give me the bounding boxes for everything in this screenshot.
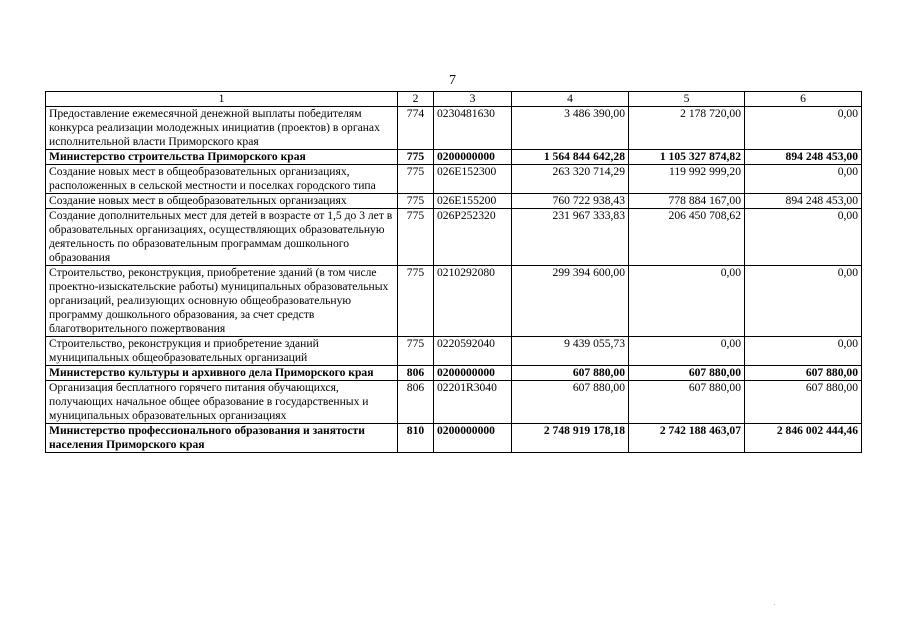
amount-col5-cell: 2 742 188 463,07 xyxy=(629,424,745,453)
column-header-4: 4 xyxy=(512,92,629,107)
grbs-code-cell: 775 xyxy=(398,165,434,194)
column-header-3: 3 xyxy=(434,92,512,107)
target-article-cell: 026E155200 xyxy=(434,194,512,209)
table-row xyxy=(46,381,862,424)
ministry-row xyxy=(46,366,862,381)
amount-col4-cell: 1 564 844 642,28 xyxy=(512,150,629,165)
column-header-5: 5 xyxy=(629,92,745,107)
amount-col5-cell: 119 992 999,20 xyxy=(629,165,745,194)
amount-col5-cell: 778 884 167,00 xyxy=(629,194,745,209)
ministry-row xyxy=(46,424,862,453)
column-header-6: 6 xyxy=(745,92,862,107)
amount-col4-cell: 263 320 714,29 xyxy=(512,165,629,194)
amount-col4-cell: 299 394 600,00 xyxy=(512,266,629,337)
amount-col5-cell: 2 178 720,00 xyxy=(629,107,745,150)
row-name-cell: Предоставление ежемесячной денежной выплаты победителям конкурса реализации молодежных инициатив (проектов) в органах исполнительной власти Приморского края xyxy=(46,107,398,150)
target-article-cell: 026P252320 xyxy=(434,209,512,266)
target-article-cell: 0200000000 xyxy=(434,424,512,453)
row-name-cell: Строительство, реконструкция, приобретение зданий (в том числе проектно-изыскательские работы) муниципальных образовательных организаций, реализующих основную общеобразовательную программу дошкольного образования, за счет средств благотворительного пожертвования xyxy=(46,266,398,337)
row-name-cell: Строительство, реконструкция и приобретение зданий муниципальных общеобразовательных организаций xyxy=(46,337,398,366)
column-header-1: 1 xyxy=(46,92,398,107)
grbs-code-cell: 775 xyxy=(398,209,434,266)
row-name-cell: Министерство строительства Приморского края xyxy=(46,150,398,165)
grbs-code-cell: 775 xyxy=(398,337,434,366)
amount-col6-cell: 894 248 453,00 xyxy=(745,150,862,165)
row-name-cell: Министерство профессионального образования и занятости населения Приморского края xyxy=(46,424,398,453)
amount-col6-cell: 0,00 xyxy=(745,165,862,194)
amount-col5-cell: 0,00 xyxy=(629,266,745,337)
table-row xyxy=(46,107,862,150)
amount-col5-cell: 206 450 708,62 xyxy=(629,209,745,266)
amount-col4-cell: 231 967 333,83 xyxy=(512,209,629,266)
amount-col4-cell: 607 880,00 xyxy=(512,366,629,381)
grbs-code-cell: 775 xyxy=(398,266,434,337)
column-number-row xyxy=(46,92,862,107)
amount-col5-cell: 607 880,00 xyxy=(629,381,745,424)
amount-col6-cell: 607 880,00 xyxy=(745,366,862,381)
amount-col6-cell: 0,00 xyxy=(745,209,862,266)
amount-col6-cell: 2 846 002 444,46 xyxy=(745,424,862,453)
target-article-cell: 0210292080 xyxy=(434,266,512,337)
target-article-cell: 0220592040 xyxy=(434,337,512,366)
page-number: 7 xyxy=(449,73,456,88)
amount-col6-cell: 0,00 xyxy=(745,337,862,366)
grbs-code-cell: 810 xyxy=(398,424,434,453)
scan-speck xyxy=(774,604,775,605)
grbs-code-cell: 775 xyxy=(398,150,434,165)
amount-col4-cell: 607 880,00 xyxy=(512,381,629,424)
table-row xyxy=(46,165,862,194)
amount-col6-cell: 0,00 xyxy=(745,266,862,337)
amount-col4-cell: 9 439 055,73 xyxy=(512,337,629,366)
budget-table xyxy=(45,91,862,453)
amount-col6-cell: 894 248 453,00 xyxy=(745,194,862,209)
grbs-code-cell: 774 xyxy=(398,107,434,150)
amount-col5-cell: 0,00 xyxy=(629,337,745,366)
ministry-row xyxy=(46,150,862,165)
amount-col6-cell: 0,00 xyxy=(745,107,862,150)
table-row xyxy=(46,194,862,209)
grbs-code-cell: 775 xyxy=(398,194,434,209)
table-row xyxy=(46,266,862,337)
amount-col5-cell: 1 105 327 874,82 xyxy=(629,150,745,165)
target-article-cell: 0230481630 xyxy=(434,107,512,150)
row-name-cell: Создание новых мест в общеобразовательных организациях, расположенных в сельской местности и поселках городского типа xyxy=(46,165,398,194)
amount-col4-cell: 760 722 938,43 xyxy=(512,194,629,209)
row-name-cell: Создание дополнительных мест для детей в возрасте от 1,5 до 3 лет в образовательных организациях, осуществляющих образовательную деятельность по образовательным программам дошкольного образования xyxy=(46,209,398,266)
amount-col6-cell: 607 880,00 xyxy=(745,381,862,424)
table-body xyxy=(46,107,862,453)
target-article-cell: 0200000000 xyxy=(434,366,512,381)
grbs-code-cell: 806 xyxy=(398,366,434,381)
table-row xyxy=(46,337,862,366)
table-row xyxy=(46,209,862,266)
target-article-cell: 026E152300 xyxy=(434,165,512,194)
amount-col4-cell: 2 748 919 178,18 xyxy=(512,424,629,453)
amount-col5-cell: 607 880,00 xyxy=(629,366,745,381)
target-article-cell: 02201R3040 xyxy=(434,381,512,424)
row-name-cell: Министерство культуры и архивного дела Приморского края xyxy=(46,366,398,381)
target-article-cell: 0200000000 xyxy=(434,150,512,165)
amount-col4-cell: 3 486 390,00 xyxy=(512,107,629,150)
column-header-2: 2 xyxy=(398,92,434,107)
grbs-code-cell: 806 xyxy=(398,381,434,424)
row-name-cell: Организация бесплатного горячего питания обучающихся, получающих начальное общее образование в государственных и муниципальных образовательных организациях xyxy=(46,381,398,424)
row-name-cell: Создание новых мест в общеобразовательных организациях xyxy=(46,194,398,209)
